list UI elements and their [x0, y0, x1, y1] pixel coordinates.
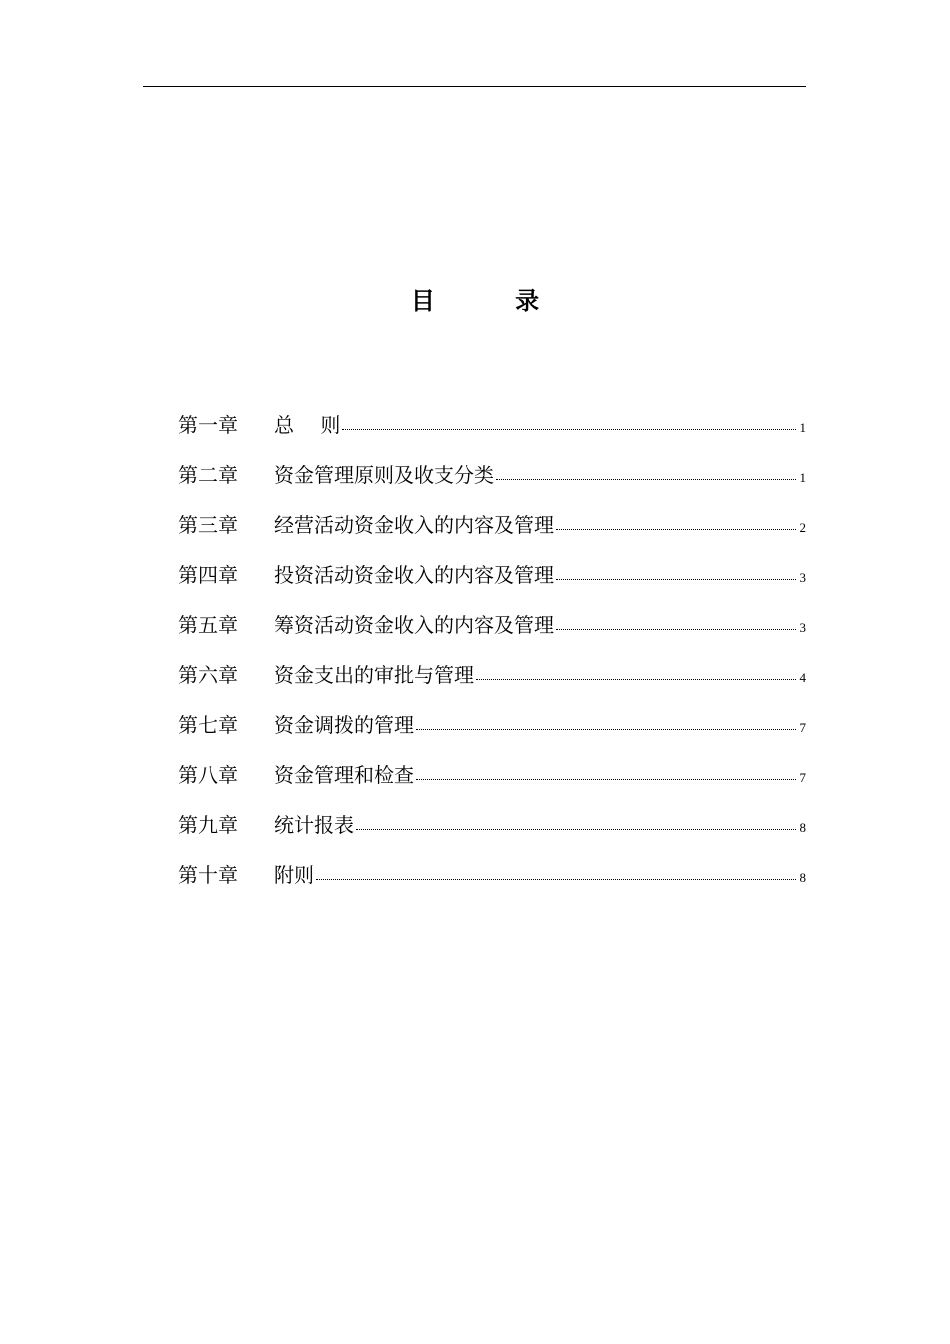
toc-chapter-number: 第八章 — [178, 763, 238, 787]
toc-title: 目 录 — [410, 287, 576, 315]
toc-chapter-title: 附则 — [274, 863, 314, 887]
toc-entry[interactable] — [178, 657, 806, 707]
toc-entry[interactable] — [178, 807, 806, 857]
toc-page-number: 1 — [799, 420, 806, 435]
toc-dot-leader — [416, 779, 796, 780]
toc-chapter-title: 总 则 — [274, 413, 341, 437]
toc-chapter-title: 筹资活动资金收入的内容及管理 — [274, 613, 554, 637]
toc-chapter-number: 第三章 — [178, 513, 238, 537]
toc-page-number: 7 — [799, 770, 806, 785]
toc-page-number: 4 — [799, 670, 806, 685]
toc-chapter-title: 资金管理原则及收支分类 — [274, 463, 494, 487]
toc-page-number: 7 — [799, 720, 806, 735]
toc-entry[interactable] — [178, 757, 806, 807]
toc-entry[interactable] — [178, 557, 806, 607]
toc-chapter-title: 统计报表 — [274, 813, 354, 837]
toc-dot-leader — [342, 429, 796, 430]
toc-page-number: 3 — [799, 620, 806, 635]
toc-dot-leader — [556, 579, 796, 580]
toc-page-number: 8 — [799, 820, 806, 835]
toc-dot-leader — [476, 679, 796, 680]
toc-page-number: 2 — [799, 520, 806, 535]
toc-chapter-title: 投资活动资金收入的内容及管理 — [274, 563, 554, 587]
table-of-contents — [178, 407, 806, 907]
toc-dot-leader — [416, 729, 796, 730]
toc-entry[interactable] — [178, 407, 806, 457]
toc-chapter-number: 第五章 — [178, 613, 238, 637]
toc-entry[interactable] — [178, 607, 806, 657]
header-rule — [143, 86, 806, 87]
toc-chapter-title: 资金支出的审批与管理 — [274, 663, 474, 687]
toc-chapter-number: 第一章 — [178, 413, 238, 437]
toc-entry[interactable] — [178, 707, 806, 757]
toc-chapter-number: 第九章 — [178, 813, 238, 837]
toc-chapter-number: 第四章 — [178, 563, 238, 587]
toc-page-number: 8 — [799, 870, 806, 885]
toc-page-number: 1 — [799, 470, 806, 485]
toc-dot-leader — [556, 529, 796, 530]
toc-chapter-number: 第十章 — [178, 863, 238, 887]
toc-entry[interactable] — [178, 457, 806, 507]
toc-chapter-number: 第七章 — [178, 713, 238, 737]
toc-chapter-title: 经营活动资金收入的内容及管理 — [274, 513, 554, 537]
toc-entry[interactable] — [178, 507, 806, 557]
toc-page-number: 3 — [799, 570, 806, 585]
toc-chapter-title: 资金调拨的管理 — [274, 713, 414, 737]
toc-entry[interactable] — [178, 857, 806, 907]
toc-chapter-number: 第六章 — [178, 663, 238, 687]
toc-chapter-title: 资金管理和检查 — [274, 763, 414, 787]
toc-dot-leader — [556, 629, 796, 630]
toc-dot-leader — [496, 479, 796, 480]
toc-chapter-number: 第二章 — [178, 463, 238, 487]
toc-dot-leader — [316, 879, 796, 880]
toc-dot-leader — [356, 829, 796, 830]
